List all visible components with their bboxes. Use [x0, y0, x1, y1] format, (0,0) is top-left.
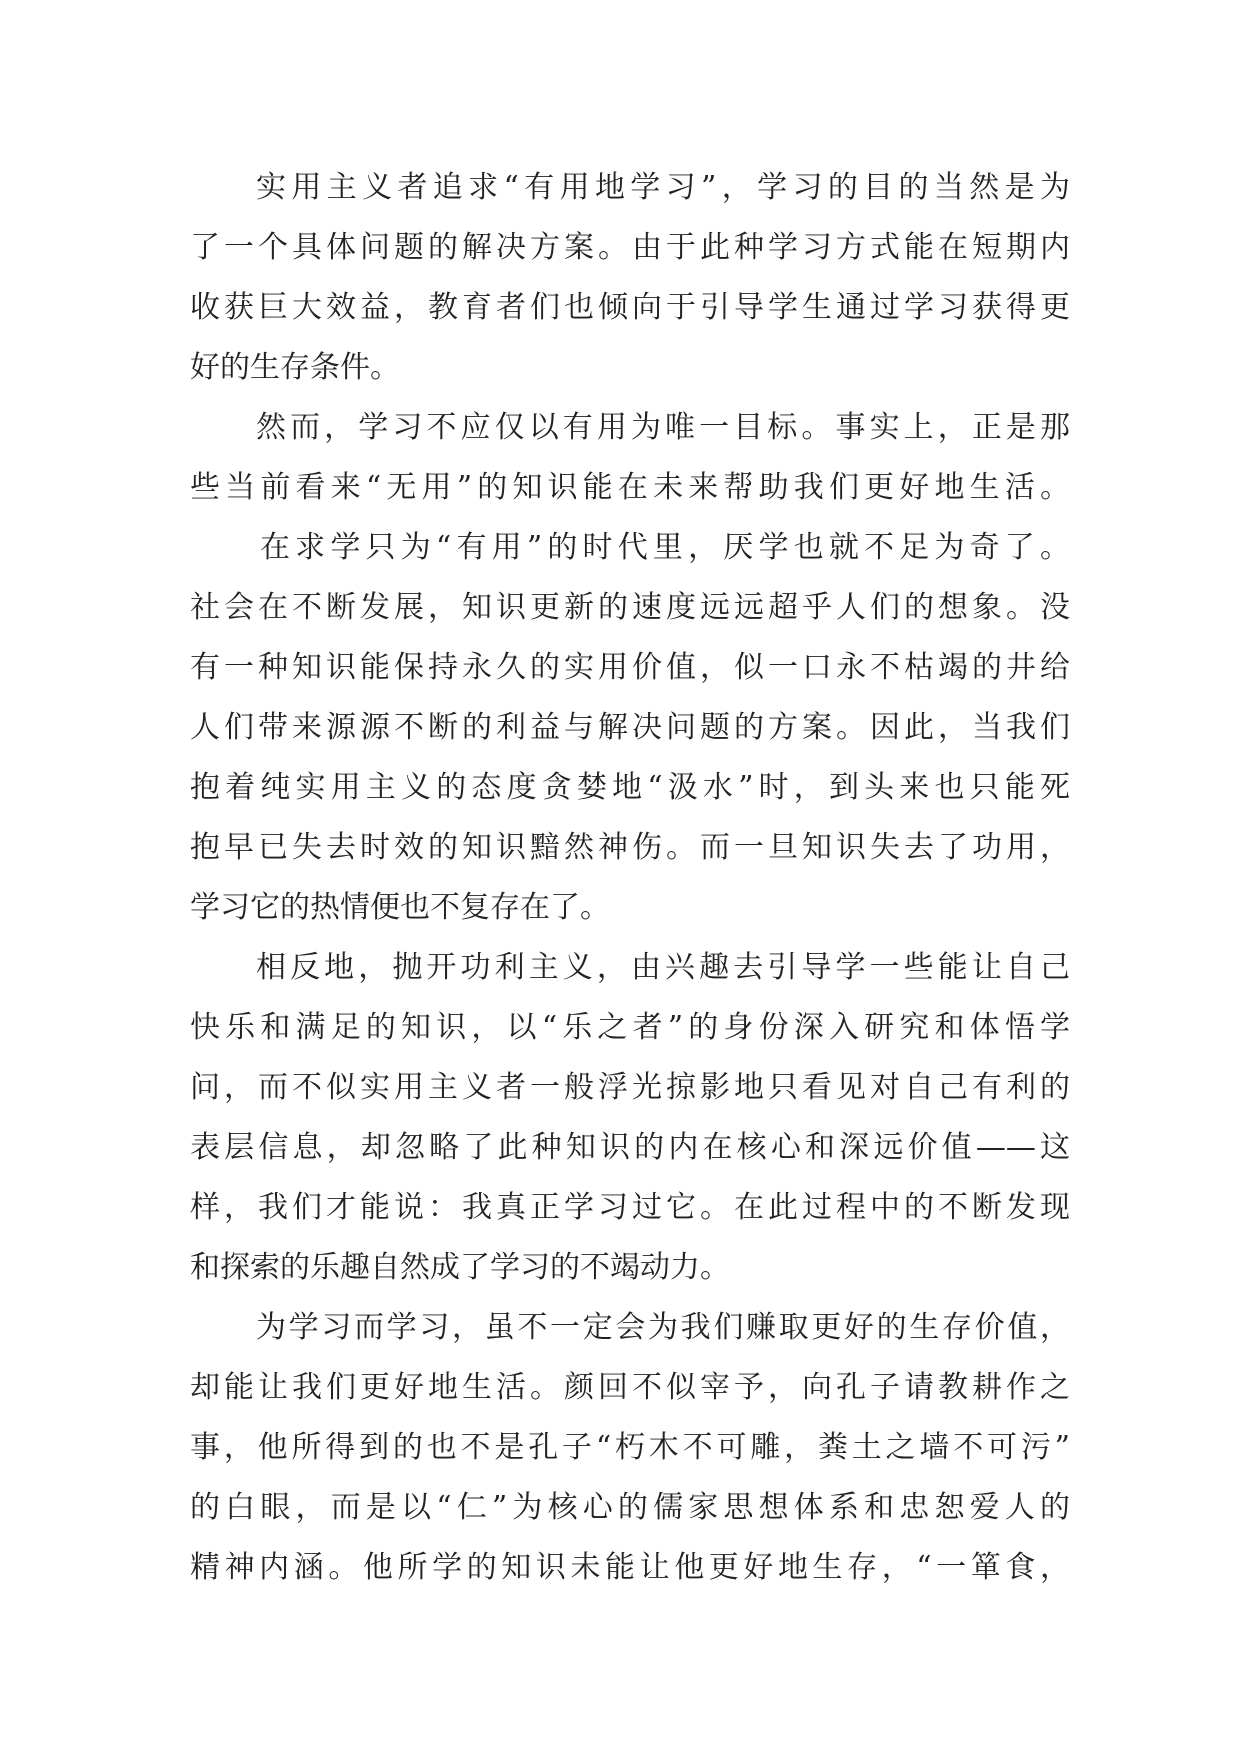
- paragraph-3-line-1: 在求学只为“有用”的时代里，厌学也就不足为奇了。: [260, 530, 1070, 565]
- paragraph-3-line-2: 社会在不断发展，知识更新的速度远远超乎人们的想象。没: [190, 590, 1070, 625]
- paragraph-5-line-1: 为学习而学习，虽不一定会为我们赚取更好的生存价值，: [256, 1310, 1070, 1345]
- paragraph-4-line-2: 快乐和满足的知识，以“乐之者”的身份深入研究和体悟学: [190, 1010, 1070, 1045]
- paragraph-4-line-5: 样，我们才能说：我真正学习过它。在此过程中的不断发现: [190, 1190, 1070, 1225]
- paragraph-5-line-4: 的白眼，而是以“仁”为核心的儒家思想体系和忠恕爱人的: [190, 1490, 1070, 1525]
- paragraph-1-line-4: 好的生存条件。: [190, 350, 400, 385]
- paragraph-1-line-2: 了一个具体问题的解决方案。由于此种学习方式能在短期内: [190, 230, 1070, 265]
- paragraph-3-line-7: 学习它的热情便也不复存在了。: [190, 890, 610, 925]
- paragraph-4-line-1: 相反地，抛开功利主义，由兴趣去引导学一些能让自己: [256, 950, 1070, 985]
- paragraph-3-line-6: 抱早已失去时效的知识黯然神伤。而一旦知识失去了功用，: [190, 830, 1070, 865]
- paragraph-5-line-2: 却能让我们更好地生活。颜回不似宰予，向孔子请教耕作之: [190, 1370, 1070, 1405]
- paragraph-2-line-1: 然而，学习不应仅以有用为唯一目标。事实上，正是那: [256, 410, 1070, 445]
- paragraph-2-line-2: 些当前看来“无用”的知识能在未来帮助我们更好地生活。: [190, 470, 1070, 505]
- paragraph-4-line-6: 和探索的乐趣自然成了学习的不竭动力。: [190, 1250, 730, 1285]
- paragraph-4-line-3: 问，而不似实用主义者一般浮光掠影地只看见对自己有利的: [190, 1070, 1070, 1105]
- paragraph-5-line-5: 精神内涵。他所学的知识未能让他更好地生存，“一箪食，: [190, 1550, 1070, 1585]
- paragraph-5-line-3: 事，他所得到的也不是孔子“朽木不可雕，粪土之墙不可污”: [190, 1430, 1070, 1465]
- paragraph-1-line-3: 收获巨大效益，教育者们也倾向于引导学生通过学习获得更: [190, 290, 1070, 325]
- paragraph-4-line-4: 表层信息，却忽略了此种知识的内在核心和深远价值——这: [190, 1130, 1070, 1165]
- paragraph-1-line-1: 实用主义者追求“有用地学习”，学习的目的当然是为: [256, 170, 1070, 205]
- paragraph-3-line-4: 人们带来源源不断的利益与解决问题的方案。因此，当我们: [190, 710, 1070, 745]
- essay-body: [190, 158, 1070, 1598]
- paragraph-3-line-3: 有一种知识能保持永久的实用价值，似一口永不枯竭的井给: [190, 650, 1070, 685]
- paragraph-3-line-5: 抱着纯实用主义的态度贪婪地“汲水”时，到头来也只能死: [190, 770, 1070, 805]
